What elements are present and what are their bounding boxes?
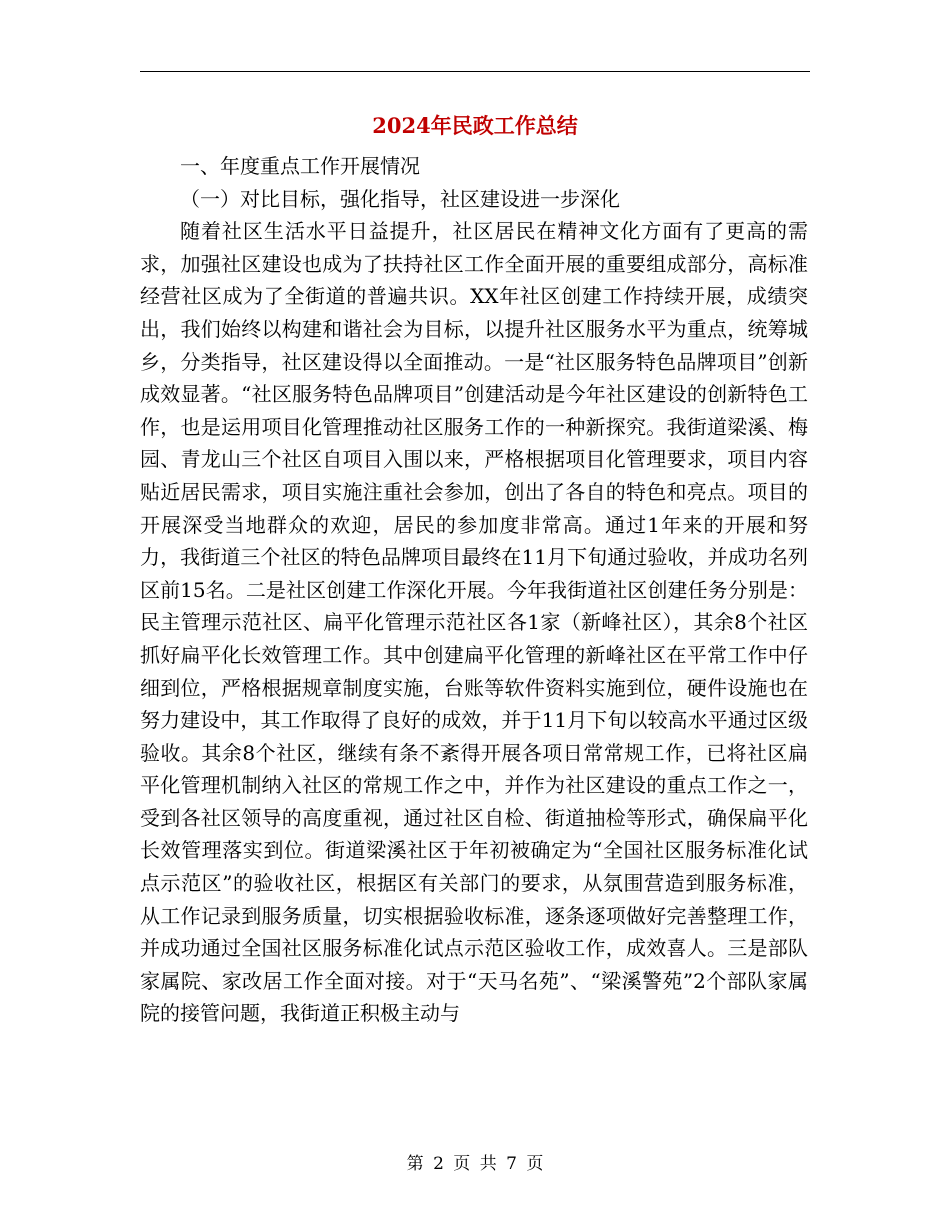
section-heading: 一、年度重点工作开展情况 bbox=[180, 154, 420, 178]
header-rule bbox=[140, 71, 810, 72]
document-title: 2024年民政工作总结 bbox=[372, 113, 578, 138]
body-paragraph: 随着社区生活水平日益提升，社区居民在精神文化方面有了更高的需求，加强社区建设也成为了扶持社区工作全面开展的重要组成部分，高标准经营社区成为了全街道的普遍共识。XX年社区创建工作持续开展，成绩突出，我们始终以构建和谐社会为目标，以提升社区服务水平为重点，统筹城乡，分类指导，社区建设得以全面推动。一是“社区服务特色品牌项目”创新成效显著。“社区服务特色品牌项目”创建活动是今年社区建设的创新特色工作，也是运用项目化管理推动社区服务工作的一种新探究。我街道梁溪、梅园、青龙山三个社区自项目入围以来，严格根据项目化管理要求，项目内容贴近居民需求，项目实施注重社会参加，创出了各自的特色和亮点。项目的开展深受当地群众的欢迎，居民的参加度非常高。通过1年来的开展和努力，我街道三个社区的特色品牌项目最终在11月下旬通过验收，并成功名列区前15名。二是社区创建工作深化开展。今年我街道社区创建任务分别是：民主管理示范社区、扁平化管理示范社区各1家（新峰社区），其余8个社区抓好扁平化长效管理工作。其中创建扁平化管理的新峰社区在平常工作中仔细到位，严格根据规章制度实施，台账等软件资料实施到位，硬件设施也在努力建设中，其工作取得了良好的成效，并于11月下旬以较高水平通过区级验收。其余8个社区，继续有条不紊得开展各项日常常规工作，已将社区扁平化管理机制纳入社区的常规工作之中，并作为社区建设的重点工作之一，受到各社区领导的高度重视，通过社区自检、街道抽检等形式，确保扁平化长效管理落实到位。街道梁溪社区于年初被确定为“全国社区服务标准化试点示范区”的验收社区，根据区有关部门的要求，从氛围营造到服务标准，从工作记录到服务质量，切实根据验收标准，逐条逐项做好完善整理工作，并成功通过全国社区服务标准化试点示范区验收工作，成效喜人。三是部队家属院、家改居工作全面对接。对于“天马名苑”、“梁溪警苑”2个部队家属院的接管问题，我街道正积极主动与 bbox=[140, 219, 808, 1026]
document-body bbox=[140, 150, 808, 1030]
page-footer: 第 2 页 共 7 页 bbox=[406, 1154, 544, 1174]
subsection-heading: （一）对比目标，强化指导，社区建设进一步深化 bbox=[180, 186, 620, 211]
